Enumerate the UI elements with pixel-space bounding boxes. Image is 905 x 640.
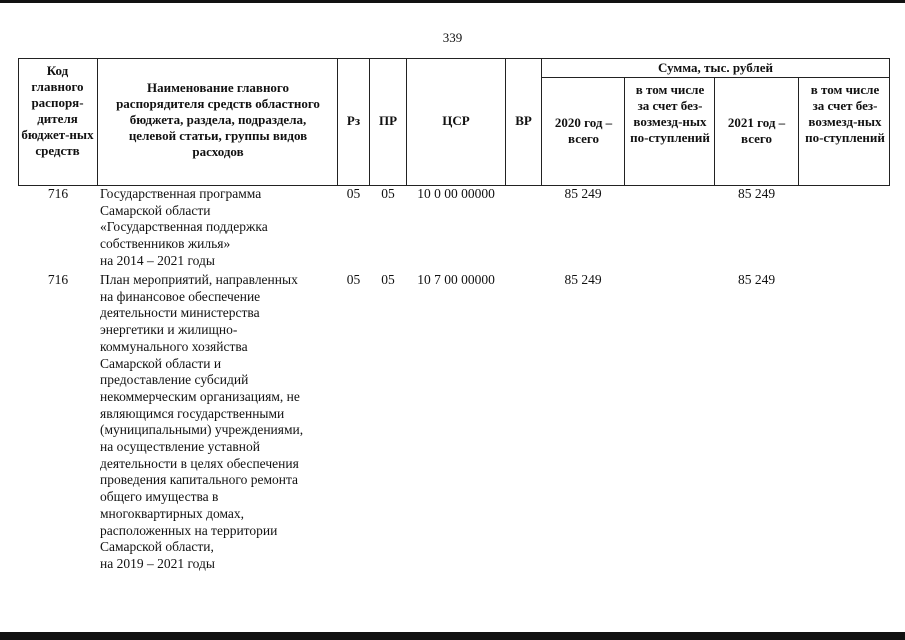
header-name: Наименование главного распорядителя средств областного бюджета, раздела, подраздела, целевой статьи, группы видов расходов xyxy=(116,80,320,159)
top-border xyxy=(0,0,905,3)
header-2021-total: 2021 год – всего xyxy=(727,115,786,146)
header-2021-grants: в том числе за счет без-возмезд-ных по-ступлений xyxy=(805,82,885,145)
table-left-border xyxy=(18,58,19,186)
header-csr: ЦСР xyxy=(442,113,470,128)
header-pr: ПР xyxy=(378,113,398,128)
sum-header-divider xyxy=(541,77,890,78)
col-divider-2021 xyxy=(714,77,715,186)
header-2020-total: 2020 год – всего xyxy=(554,115,613,146)
row1-pr: 05 xyxy=(381,186,395,201)
row2-csr: 10 7 00 00000 xyxy=(417,272,495,287)
row2-pr: 05 xyxy=(381,272,395,287)
row1-code: 716 xyxy=(47,186,69,201)
row1-csr: 10 0 00 00000 xyxy=(417,186,495,201)
header-sum: Сумма, тыс. рублей xyxy=(658,60,773,75)
header-vr: ВР xyxy=(515,113,532,128)
header-2020-grants: в том числе за счет без-возмезд-ных по-ступлений xyxy=(630,82,710,145)
row1-rz: 05 xyxy=(346,186,361,201)
col-divider-2021-grants xyxy=(798,77,799,186)
row2-code: 716 xyxy=(47,272,69,287)
col-divider-name xyxy=(97,58,98,186)
row2-rz: 05 xyxy=(346,272,361,287)
page-number: 339 xyxy=(442,30,463,45)
col-divider-2020-grants xyxy=(624,77,625,186)
row1-2021-total: 85 249 xyxy=(737,186,776,201)
row2-2020-total: 85 249 xyxy=(564,272,602,287)
row2-2021-total: 85 249 xyxy=(737,272,776,287)
col-divider-sum xyxy=(541,58,542,186)
bottom-border xyxy=(0,632,905,640)
row2-name: План мероприятий, направленных на финансовое обеспечение деятельности министерства энергетики и жилищно- коммунального хозяйства Самарской области и предоставление субсидий некоммерческим организациям, не являющимся государственными (муниципальными) учреждениями, на осуществление уставной деятельности в целях обеспечения проведения капитального ремонта общего имущества в многоквартирных домах, расположенных на территории Самарской области, на 2019 – 2021 годы xyxy=(100,272,304,571)
header-rz: Рз xyxy=(346,113,361,128)
row1-name: Государственная программа Самарской области «Государственная поддержка собственников жилья» на 2014 – 2021 годы xyxy=(100,186,268,268)
header-code: Код главного распоря-дителя бюджет-ных средств xyxy=(21,63,94,158)
table-right-border xyxy=(889,58,890,186)
table-top-border xyxy=(18,58,890,59)
row1-2020-total: 85 249 xyxy=(564,186,602,201)
